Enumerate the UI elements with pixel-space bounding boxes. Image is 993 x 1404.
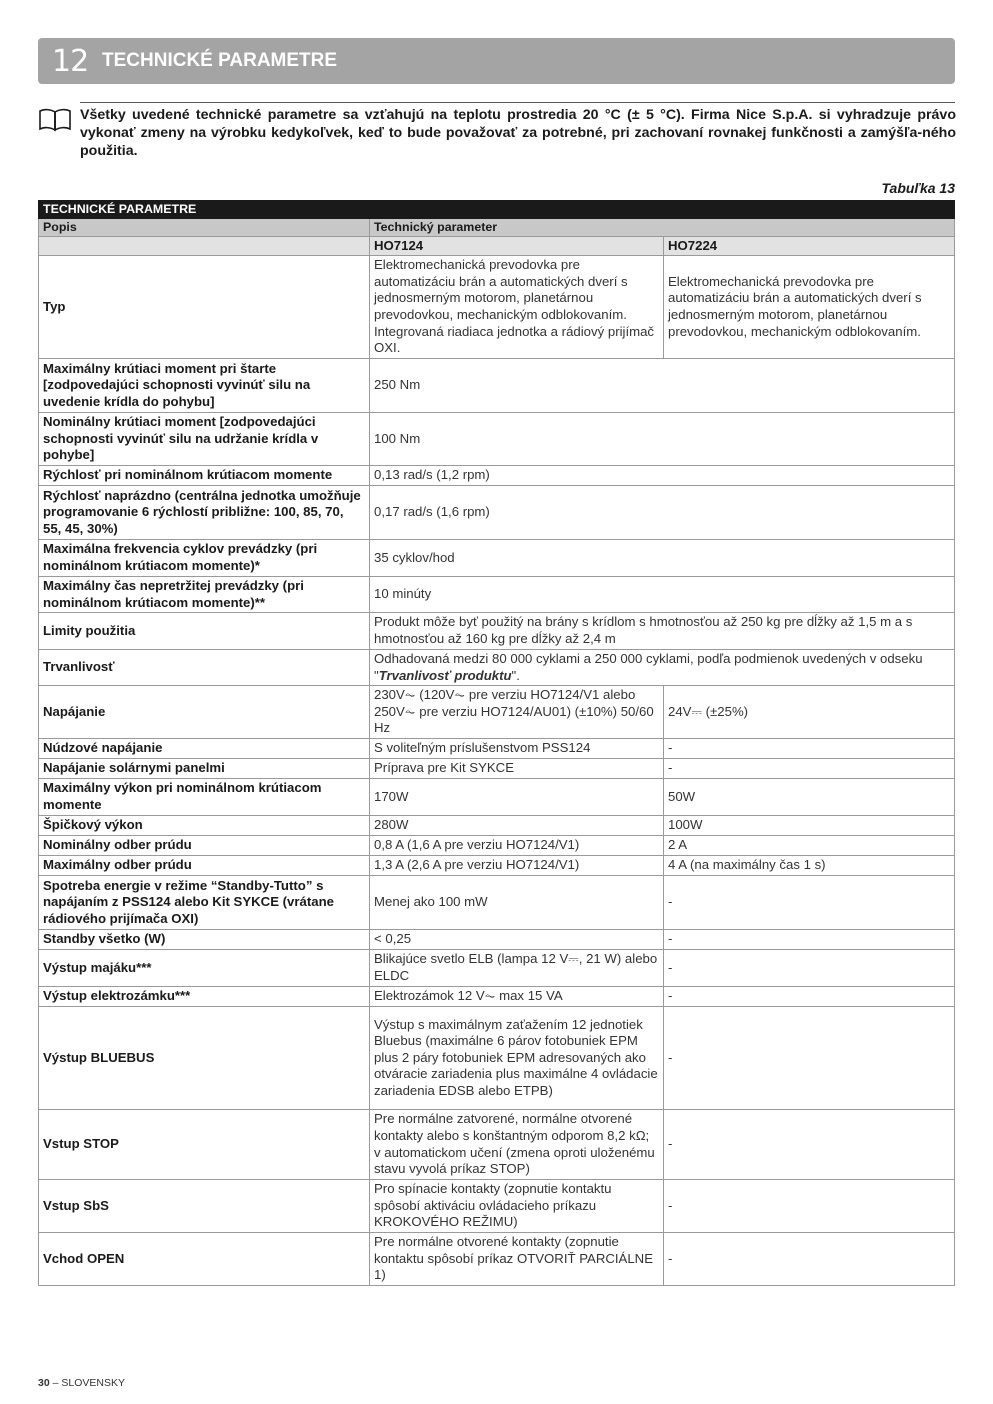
model-ho7224: HO7224 (664, 237, 955, 256)
note-divider (80, 102, 955, 103)
table-row (39, 359, 955, 413)
row-label: Maximálny krútiaci moment pri štarte [zodpovedajúci schopnosti vyvinúť silu na uvedenie krídla do pohybu] (39, 359, 370, 413)
row-label: Napájanie (39, 686, 370, 739)
row-label: Vchod OPEN (39, 1233, 370, 1286)
row-value-ho7224: 4 A (na maximálny čas 1 s) (664, 856, 955, 876)
table-row (39, 816, 955, 836)
row-label: Rýchlosť pri nominálnom krútiacom momente (39, 466, 370, 486)
table-row (39, 466, 955, 486)
model-row (39, 237, 955, 256)
row-value-ho7124: Elektromechanická prevodovka pre automatizáciu brán a automatických dverí s jednosmerným motorom, planetárnou prevodovkou, mechanickým odblokovaním. Integrovaná riadiaca jednotka a rádiový prijímač OXI. (370, 256, 664, 359)
row-value-ho7224: 100W (664, 816, 955, 836)
row-value-ho7124: S voliteľným príslušenstvom PSS124 (370, 739, 664, 759)
row-value-ho7124: 230V⏦ (120V⏦ pre verziu HO7124/V1 alebo 250V⏦ pre verziu HO7124/AU01) (±10%) 50/60 Hz (370, 686, 664, 739)
table-header-row (39, 219, 955, 237)
row-value-ho7124: < 0,25 (370, 930, 664, 950)
row-value-ho7124: 170W (370, 779, 664, 816)
table-title-row (39, 201, 955, 219)
column-header-parameter: Technický parameter (370, 219, 955, 237)
durability-text: Odhadovaná medzi 80 000 cyklami a 250 000 cyklami, podľa podmienok uvedených v odseku " (374, 650, 923, 683)
row-value-ho7224: - (664, 1233, 955, 1286)
model-row-empty (39, 237, 370, 256)
row-value-ho7124: Výstup s maximálnym zaťažením 12 jednotiek Bluebus (maximálne 6 párov fotobuniek EPM plus 2 páry fotobuniek EPM adresovaných ako otváracie zariadenia plus maximálne 4 ovládacie zariadenia EDSB alebo ETPB) (370, 1007, 664, 1110)
note-text: Všetky uvedené technické parametre sa vzťahujú na teplotu prostredia 20 °C (± 5 °C). Firma Nice S.p.A. si vyhradzuje právo vykonať zmeny na výrobku kedykoľvek, keď to bude považovať za potrebné, pri zachovaní rovnakej funkčnosti a zamýšľa-ného použitia. (80, 107, 956, 159)
row-value-ho7224: Elektromechanická prevodovka pre automatizáciu brán a automatických dverí s jednosmerným motorom, planetárnou prevodovkou, mechanickým odblokovaním. (664, 256, 955, 359)
row-label: Maximálna frekvencia cyklov prevádzky (pri nominálnom krútiacom momente)* (39, 540, 370, 577)
row-label: Typ (39, 256, 370, 359)
table-title: TECHNICKÉ PARAMETRE (39, 201, 955, 219)
row-value: 35 cyklov/hod (370, 540, 955, 577)
table-row (39, 856, 955, 876)
section-number: 12 (52, 43, 89, 79)
row-label: Špičkový výkon (39, 816, 370, 836)
footer-language: – SLOVENSKY (52, 1377, 125, 1389)
table-row (39, 486, 955, 540)
table-row (39, 987, 955, 1007)
row-value-ho7124: 280W (370, 816, 664, 836)
row-label: Maximálny odber prúdu (39, 856, 370, 876)
row-value-ho7124: Menej ako 100 mW (370, 876, 664, 930)
table-row (39, 1110, 955, 1180)
table-row (39, 613, 955, 650)
row-value-ho7224: - (664, 876, 955, 930)
row-label: Výstup BLUEBUS (39, 1007, 370, 1110)
row-value-ho7124: 1,3 A (2,6 A pre verziu HO7124/V1) (370, 856, 664, 876)
table-row (39, 1180, 955, 1233)
table-row (39, 686, 955, 739)
table-row (39, 930, 955, 950)
row-value-ho7124: Blikajúce svetlo ELB (lampa 12 V⎓, 21 W) alebo ELDC (370, 950, 664, 987)
row-value: 0,17 rad/s (1,6 rpm) (370, 486, 955, 540)
table-row (39, 540, 955, 577)
table-row (39, 876, 955, 930)
row-value: 10 minúty (370, 577, 955, 613)
technical-parameters-table (38, 200, 955, 1286)
table-row (39, 650, 955, 686)
row-label: Výstup majáku*** (39, 950, 370, 987)
row-value-ho7224: - (664, 1007, 955, 1110)
table-row (39, 256, 955, 359)
table-row (39, 1233, 955, 1286)
page-number: 30 (38, 1377, 50, 1389)
row-value-ho7224: 2 A (664, 836, 955, 856)
row-value-ho7224: - (664, 759, 955, 779)
row-value-ho7224: - (664, 739, 955, 759)
row-label: Maximálny čas nepretržitej prevádzky (pri nominálnom krútiacom momente)** (39, 577, 370, 613)
row-value-ho7124: 0,8 A (1,6 A pre verziu HO7124/V1) (370, 836, 664, 856)
row-label: Vstup STOP (39, 1110, 370, 1180)
table-row (39, 1007, 955, 1110)
table-row (39, 413, 955, 466)
section-header (38, 38, 955, 84)
row-value: 100 Nm (370, 413, 955, 466)
row-value-ho7124: Pre normálne zatvorené, normálne otvorené kontakty alebo s konštantným odporom 8,2 kΩ; v automatickom učení (zmena oproti uloženému stavu vyvolá príkaz STOP) (370, 1110, 664, 1180)
table-row (39, 577, 955, 613)
row-label: Trvanlivosť (39, 650, 370, 686)
model-ho7124: HO7124 (370, 237, 664, 256)
row-value-ho7224: - (664, 930, 955, 950)
row-value-ho7224: - (664, 1110, 955, 1180)
table-row (39, 836, 955, 856)
row-value-ho7124: Pre normálne otvorené kontakty (zopnutie kontaktu spôsobí príkaz OTVORIŤ PARCIÁLNE 1) (370, 1233, 664, 1286)
table-row (39, 779, 955, 816)
row-label: Spotreba energie v režime “Standby-Tutto” s napájaním z PSS124 alebo Kit SYKCE (vrátane rádiového prijímača OXI) (39, 876, 370, 930)
durability-text-end: ". (511, 667, 520, 683)
row-label: Nominálny krútiaci moment [zodpovedajúci schopnosti vyvinúť silu na udržanie krídla v pohybe] (39, 413, 370, 466)
row-label: Maximálny výkon pri nominálnom krútiacom momente (39, 779, 370, 816)
row-label: Núdzové napájanie (39, 739, 370, 759)
row-label: Rýchlosť naprázdno (centrálna jednotka umožňuje programovanie 6 rýchlostí približne: 100, 85, 70, 55, 45, 30%) (39, 486, 370, 540)
row-label: Standby všetko (W) (39, 930, 370, 950)
row-label: Napájanie solárnymi panelmi (39, 759, 370, 779)
row-label: Limity použitia (39, 613, 370, 650)
table-row (39, 759, 955, 779)
row-value: 0,13 rad/s (1,2 rpm) (370, 466, 955, 486)
table-row (39, 739, 955, 759)
row-value-ho7224: - (664, 987, 955, 1007)
row-value: Produkt môže byť použitý na brány s krídlom s hmotnosťou až 250 kg pre dĺžky až 1,5 m a s hmotnosťou až 160 kg pre dĺžky až 2,4 m (370, 613, 955, 650)
book-icon (38, 107, 72, 133)
row-value-ho7224: 50W (664, 779, 955, 816)
row-label: Výstup elektrozámku*** (39, 987, 370, 1007)
table-row (39, 950, 955, 987)
section-title: TECHNICKÉ PARAMETRE (102, 50, 338, 71)
row-value-ho7224: - (664, 1180, 955, 1233)
row-value-ho7224: 24V⎓ (±25%) (664, 686, 955, 739)
row-value: 250 Nm (370, 359, 955, 413)
row-value-ho7124: Pro spínacie kontakty (zopnutie kontaktu spôsobí aktiváciu ovládacieho príkazu KROKOVÉHO REŽIMU) (370, 1180, 664, 1233)
row-value-ho7124: Príprava pre Kit SYKCE (370, 759, 664, 779)
table-caption: Tabuľka 13 (881, 180, 955, 196)
row-value-ho7224: - (664, 950, 955, 987)
column-header-description: Popis (39, 219, 370, 237)
row-value-ho7124: Elektrozámok 12 V⏦ max 15 VA (370, 987, 664, 1007)
page-footer (38, 1377, 125, 1389)
row-label: Vstup SbS (39, 1180, 370, 1233)
durability-reference: Trvanlivosť produktu (378, 667, 512, 683)
row-value (370, 650, 955, 686)
row-label: Nominálny odber prúdu (39, 836, 370, 856)
